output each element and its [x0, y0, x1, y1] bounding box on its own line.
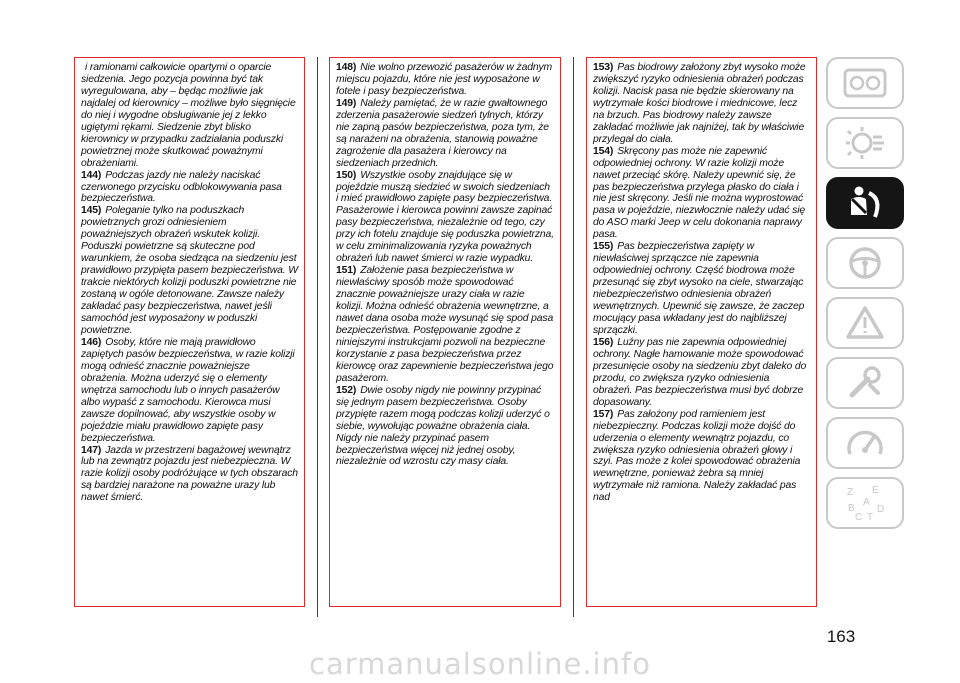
- text-column-1: [74, 57, 305, 607]
- paragraph: 146) Osoby, które nie mają prawidłowo zapiętych pasów bezpieczeństwa, w razie kolizji mogą odnieść znacznie poważniejsze obrażenia. Można uderzyć się o elementy wnętrza samochodu lub o innych pasażerów albo wypaść z samochodu. Kierowca musi zawsze dopilnować, aby wszystkie osoby w pojeździe miału prawidłowo zapięte pasy bezpieczeństwa.: [81, 336, 295, 444]
- paragraph: 145) Poleganie tylko na poduszkach powietrznych grozi odniesieniem poważniejszych obrażeń wskutek kolizji. Poduszki powietrzne są skuteczne pod warunkiem, że osoba siedząca na siedzeniu jest prawidłowo przypięta pasem bezpieczeństwa. W trakcie niektórych kolizji poduszki powietrzne nie zostaną w ogóle detonowane. Zawsze należy zakładać pasy bezpieczeństwa, nawet jeśli samochód jest wyposażony w poduszki powietrzne.: [81, 205, 298, 336]
- paragraph: 151) Założenie pasa bezpieczeństwa w niewłaściwy sposób może spowodować znacznie poważniejsze urazy ciała w razie kolizji. Można odnieść obrażenia wewnętrzne, a nawet dana osoba może wysunąć się spod pasa bezpieczeństwa. Postępowanie zgodne z niniejszymi instrukcjami pozwoli na bezpieczne korzystanie z pasa bezpieczeństwa przez kierowcę oraz zapewnienie bezpieczeństwa jego pasażerom.: [336, 265, 554, 384]
- warning-triangle-icon: [842, 303, 888, 343]
- lights-icon: [842, 123, 888, 163]
- index-letter: B: [848, 503, 855, 514]
- paragraph: 150) Wszystkie osoby znajdujące się w pojeździe muszą siedzieć w swoich siedzeniach i mieć prawidłowo zapięte pasy bezpieczeństwa. Pasażerowie i kierowca powinni zawsze zapinać pasy bezpieczeństwa, niezależnie od tego, czy przy ich fotelu znajduje się poduszka powietrzna, w celu zminimalizowania ryzyka poważnych obrażeń lub nawet śmierci w razie wypadku.: [336, 169, 554, 265]
- steering-wheel-icon: [842, 243, 888, 283]
- maintenance-icon: [842, 363, 888, 403]
- paragraph: 153) Pas biodrowy założony zbyt wysoko może zwiększyć ryzyko odniesienia obrażeń podczas kolizji. Nacisk pasa nie będzie skierowany na wytrzymałe kości biodrowe i miednicowe, lecz na brzuch. Pas biodrowy należy zawsze zakładać możliwie jak najniżej, tak by właściwie przylegał do ciała.: [593, 62, 806, 145]
- tab-maintenance[interactable]: [826, 357, 904, 409]
- index-icon: [842, 483, 888, 523]
- paragraph: 144) Podczas jazdy nie należy naciskać czerwonego przycisku odblokowywania pasa bezpieczeństwa.: [81, 169, 282, 205]
- index-letter: Z: [847, 487, 854, 498]
- text-column-2: [329, 57, 561, 607]
- paragraph: 157) Pas założony pod ramieniem jest niebezpieczny. Podczas kolizji może dojść do uderzenia o elementy wewnątrz pojazdu, co zwiększa ryzyko odniesienia obrażeń głowy i szyi. Pas może z kolei spowodować obrażenia wewnętrzne, ponieważ żebra są mniej wytrzymałe niż ramiona. Należy zakładać pas nad: [593, 408, 801, 504]
- seatbelt-airbag-icon: [842, 183, 888, 223]
- tab-safety[interactable]: [826, 177, 904, 229]
- index-letter: A: [863, 497, 870, 508]
- column-divider: [573, 57, 574, 617]
- watermark: carmanualsonline.info: [309, 647, 651, 681]
- index-letter: D: [877, 504, 885, 515]
- paragraph: 155) Pas bezpieczeństwa zapięty w niewłaściwej sprzączce nie zapewnia odpowiedniej ochrony. Część biodrowa może przesunąć się zbyt wysoko na ciele, stwarzając niebezpieczeństwo odniesienia obrażeń wewnętrznych. Upewnić się zawsze, że zaczep mocujący pasa wkładany jest do najbliższej sprzączki.: [593, 241, 805, 336]
- tab-emergency[interactable]: [826, 297, 904, 349]
- tab-index[interactable]: [826, 477, 904, 529]
- index-letter: E: [872, 485, 879, 496]
- paragraph: 152) Dwie osoby nigdy nie powinny przypinać się jednym pasem bezpieczeństwa. Osoby przypięte razem mogą podczas kolizji uderzyć o siebie, wywołując poważne obrażenia ciała. Nigdy nie należy przypinać pasem bezpieczeństwa więcej niż jednej osoby, niezależnie od wzrostu czy masy ciała.: [336, 384, 550, 468]
- tab-technical-data[interactable]: [826, 417, 904, 469]
- technical-data-icon: [842, 423, 888, 463]
- tab-dashboard[interactable]: [826, 57, 904, 109]
- page-number: 163: [826, 627, 856, 646]
- paragraph: 148) Nie wolno przewozić pasażerów w żadnym miejscu pojazdu, które nie jest wyposażone w fotele i pasy bezpieczeństwa.: [336, 62, 553, 97]
- index-letter: C: [855, 512, 863, 523]
- column-divider: [317, 57, 318, 617]
- paragraph: i ramionami całkowicie opartymi o oparcie siedzenia. Jego pozycja powinna być tak wyregulowana, aby – będąc możliwie jak najdalej od kierownicy – możliwe było sięgnięcie do niej i wygodne obsługiwanie jej z lekko ugiętymi rękami. Siedzenie zbyt blisko kierownicy w przypadku zadziałania poduszki powietrznej może skutkować poważnymi obrażeniami.: [81, 62, 296, 169]
- dashboard-icon: [842, 63, 888, 103]
- paragraph: 156) Luźny pas nie zapewnia odpowiedniej ochrony. Nagłe hamowanie może spowodować przesunięcie osoby na siedzeniu zbyt daleko do przodu, co zwiększa ryzyko odniesienia obrażeń. Pas bezpieczeństwa musi być dobrze dopasowany.: [593, 336, 807, 408]
- tab-driving[interactable]: [826, 237, 904, 289]
- tab-lights[interactable]: [826, 117, 904, 169]
- text-column-3: [586, 57, 817, 607]
- paragraph: 147) Jazda w przestrzeni bagażowej wewnątrz lub na zewnątrz pojazdu jest niebezpieczna. W razie kolizji osoby podróżujące w tych obszarach są bardziej narażone na poważne urazy lub nawet śmierć.: [81, 444, 298, 504]
- index-letter: T: [867, 512, 874, 523]
- paragraph: 149) Należy pamiętać, że w razie gwałtownego zderzenia pasażerowie siedzeń tylnych, którzy nie zapną pasów bezpieczeństwa, poza tym, że są narażeni na obrażenia, stanowią poważne zagrożenie dla pasażera i kierowcy na siedzeniach przednich.: [336, 97, 549, 169]
- paragraph: 154) Skręcony pas może nie zapewnić odpowiedniej ochrony. W razie kolizji może nawet przeciąć skórę. Należy upewnić się, że pas bezpieczeństwa przylega płasko do ciała i nie jest skręcony. Jeśli nie można wyprostować pasa w pojeździe, niezwłocznie należy udać się do ASO marki Jeep w celu dokonania naprawy pasa.: [593, 145, 806, 241]
